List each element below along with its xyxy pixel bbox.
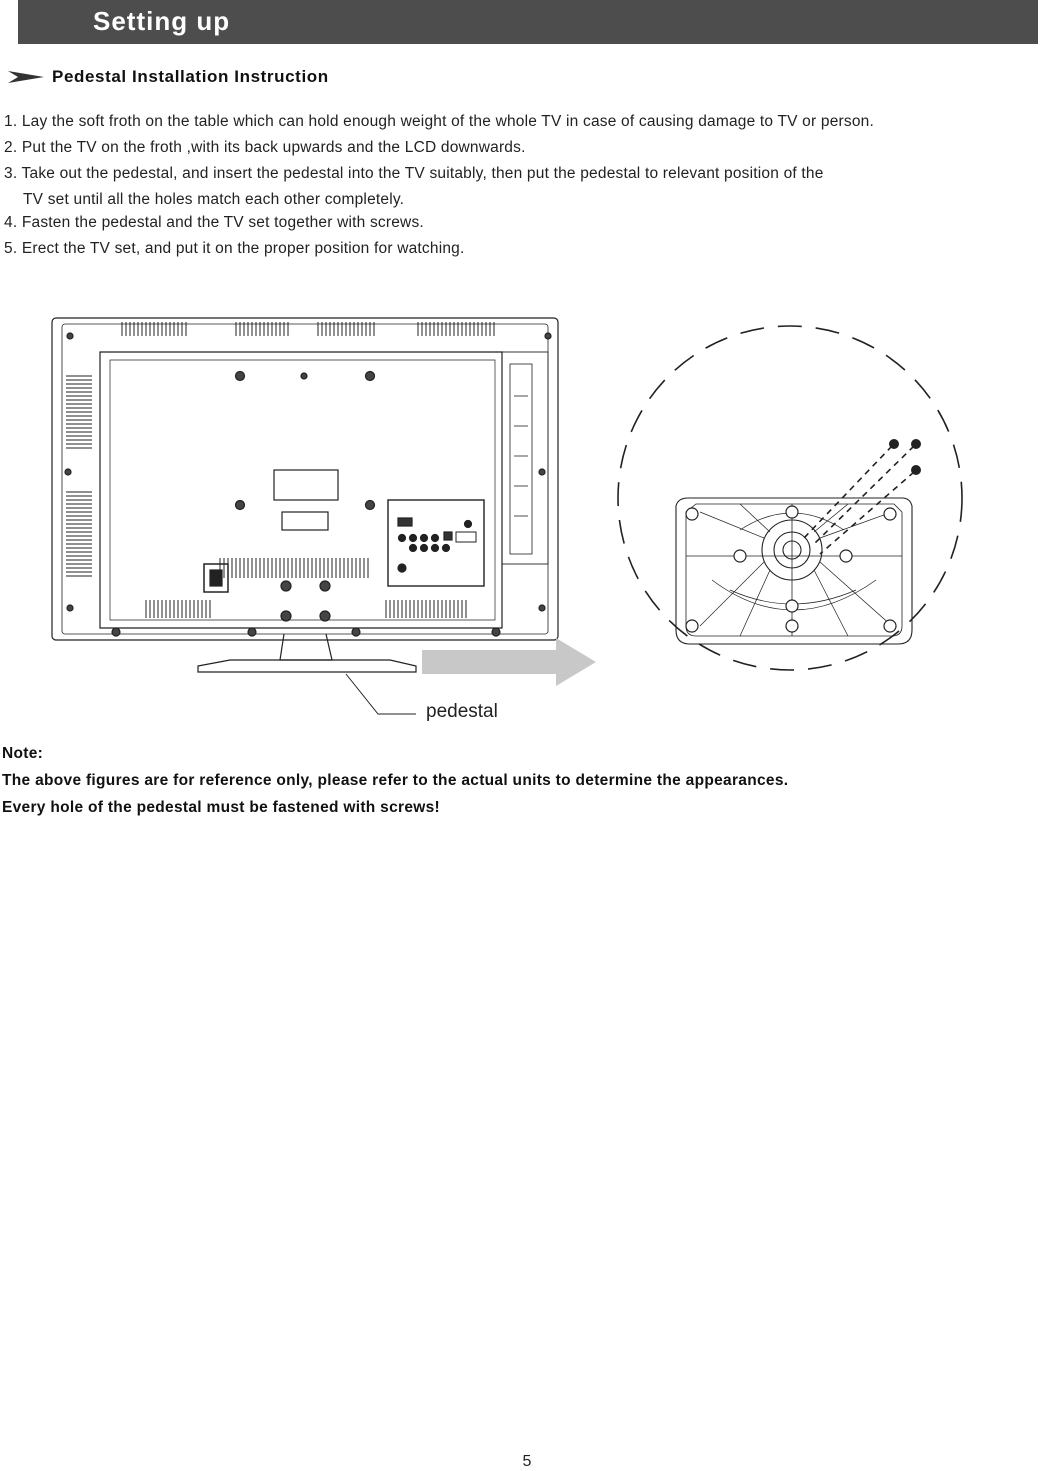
step-4: 4. Fasten the pedestal and the TV set together with screws. (4, 214, 424, 231)
direction-arrow (422, 638, 596, 686)
instruction-list (4, 112, 1054, 265)
arrow-bullet-icon (6, 68, 46, 86)
pedestal-base-drawing (676, 498, 912, 644)
pedestal-label: pedestal (426, 701, 498, 722)
screws (804, 439, 921, 554)
step-1: 1. Lay the soft froth on the table which can hold enough weight of the whole TV in case of causing damage to TV or person. (4, 113, 874, 130)
step-2: 2. Put the TV on the froth ,with its back upwards and the LCD downwards. (4, 139, 526, 156)
note-block (2, 744, 788, 825)
section-title: Pedestal Installation Instruction (52, 67, 329, 86)
header-bar (18, 0, 1038, 44)
note-heading: Note: (2, 745, 44, 762)
page-title: Setting up (93, 6, 231, 36)
pedestal-installation-illustration (40, 300, 980, 720)
note-line-1: The above figures are for reference only, please refer to the actual units to determine the appearances. (2, 772, 789, 789)
page-number: 5 (522, 1453, 532, 1470)
step-5: 5. Erect the TV set, and put it on the proper position for watching. (4, 240, 465, 257)
step-3: 3. Take out the pedestal, and insert the pedestal into the TV suitably, then put the pedestal to relevant position of the TV set until all the holes match each other completely. (4, 165, 824, 208)
tv-back-drawing (52, 318, 558, 672)
note-line-2: Every hole of the pedestal must be fastened with screws! (2, 799, 441, 816)
